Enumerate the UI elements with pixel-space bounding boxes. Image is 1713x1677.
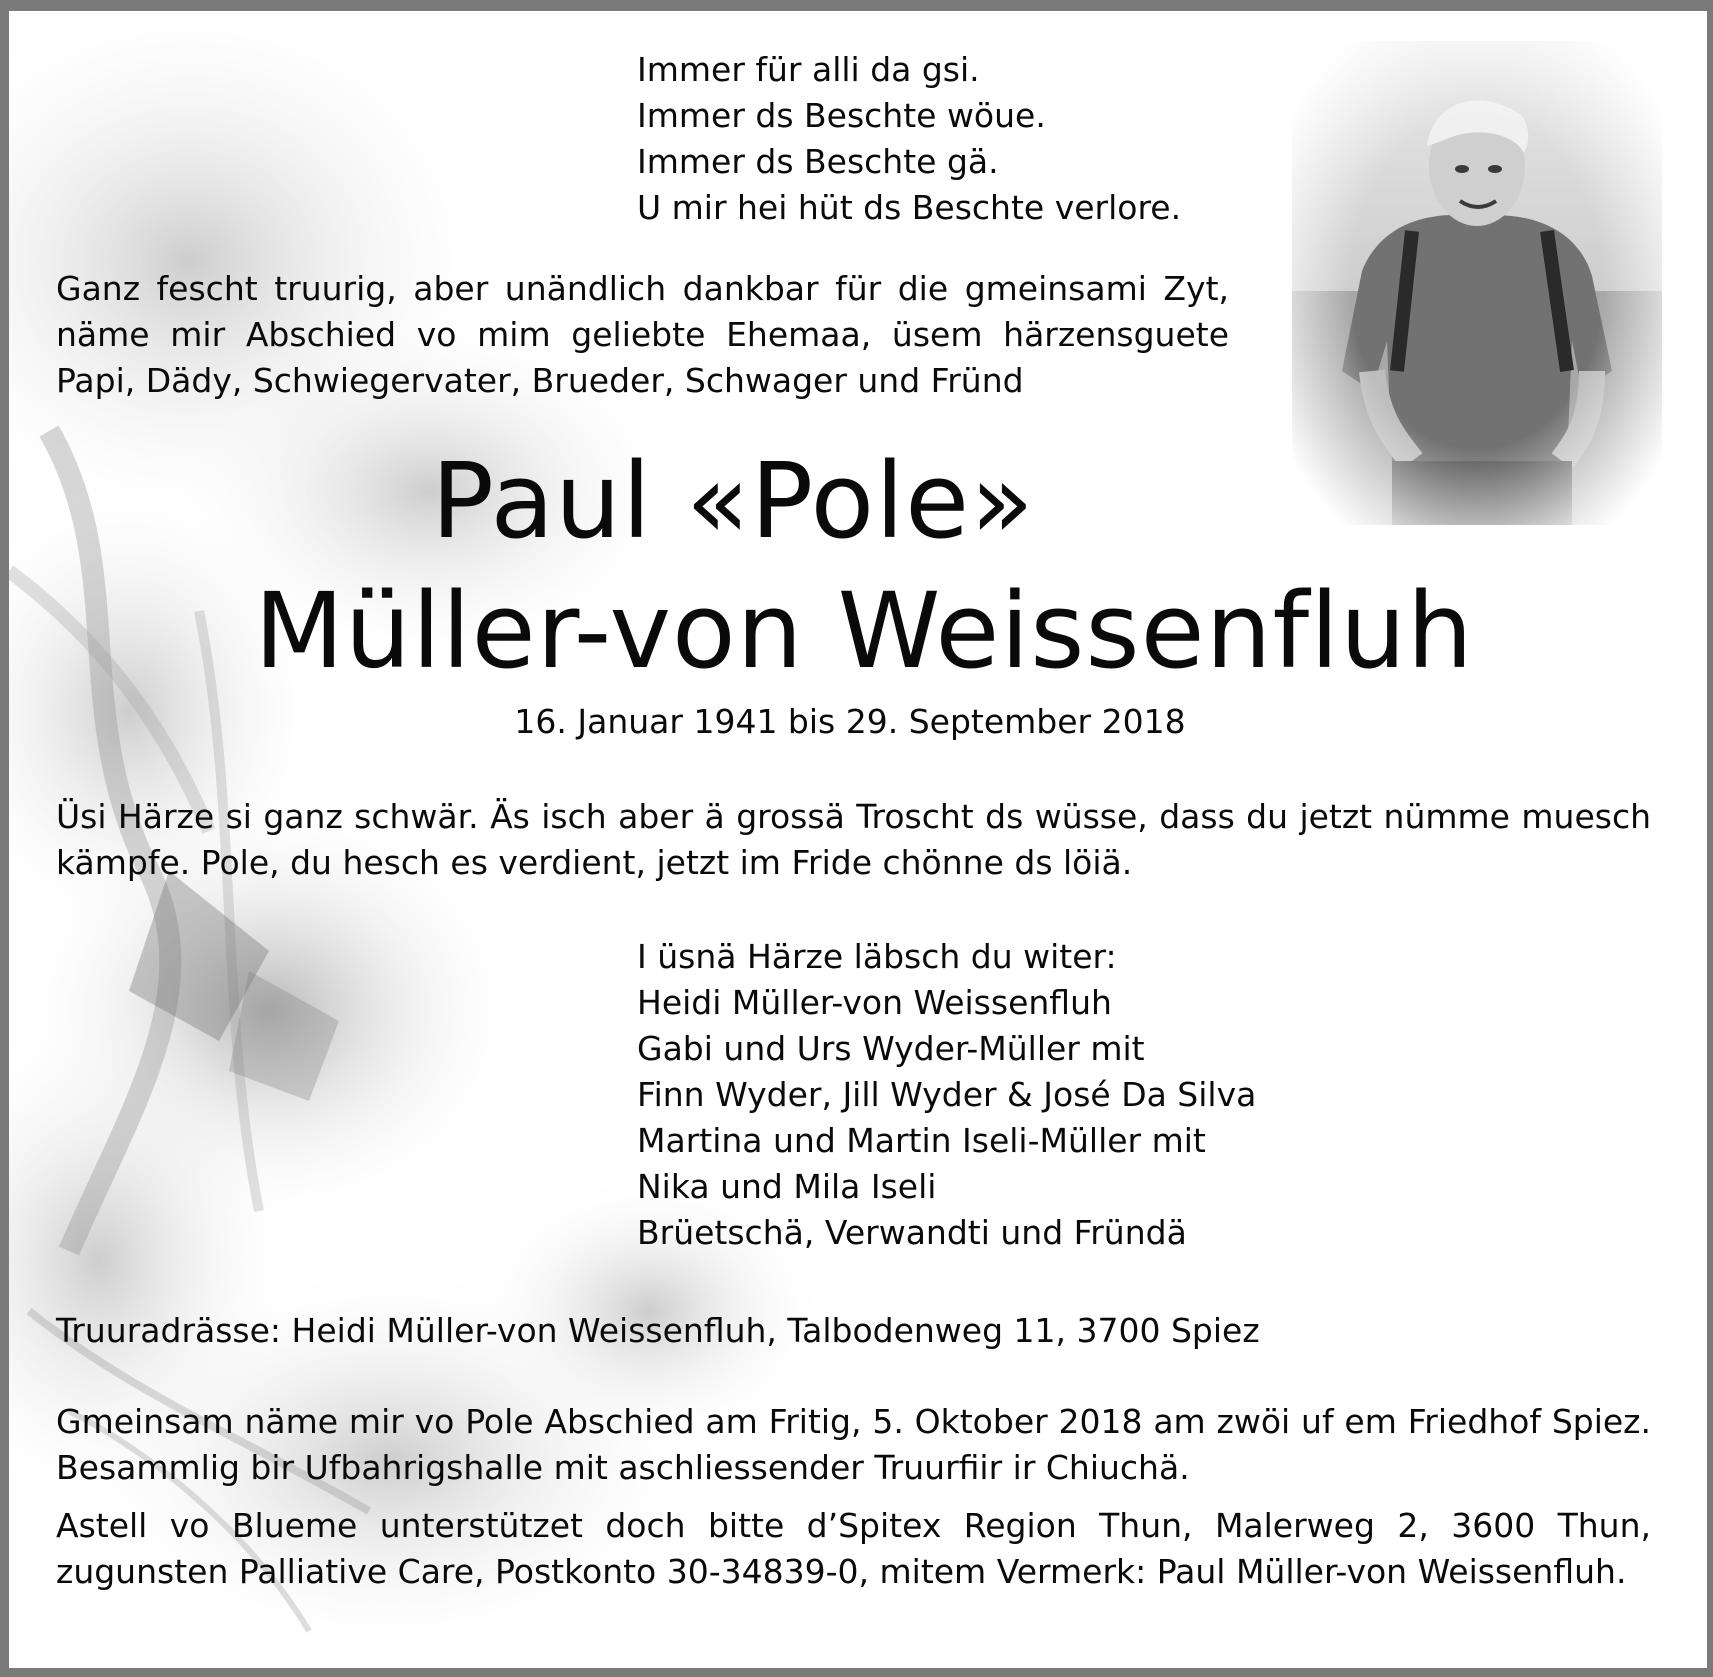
intro-paragraph: Ganz fescht truurig, aber unändlich dankbar für die gmeinsami Zyt, näme mir Abschied vo mim geliebte Ehemaa, üsem härzensguete Papi, Dädy, Schwiegervater, Brueder, Schwager und Fründ (56, 269, 1229, 400)
funeral-paragraph: Gmeinsam näme mir vo Pole Abschied am Fritig, 5. Oktober 2018 am zwöi uf em Friedhof Spiez. Besammlig bir Ufbahrigshalle mit aschliessender Truurfiir ir Chiuchä. (56, 1402, 1651, 1487)
message-paragraph: Üsi Härze si ganz schwär. Äs isch aber ä grossä Troscht ds wüsse, dass du jetzt nümme muesch kämpfe. Pole, du hesch es verdient, jetzt im Fride chönne ds löiä. (56, 797, 1651, 882)
family-member: Martina und Martin Iseli-Müller mit (637, 1121, 1206, 1160)
family-heading: I üsnä Härze läbsch du witer: (637, 937, 1117, 976)
family-list (637, 934, 1256, 1256)
poem-line: U mir hei hüt ds Beschte verlore. (637, 188, 1182, 227)
poem-line: Immer ds Beschte gä. (637, 142, 999, 181)
poem-line: Immer ds Beschte wöue. (637, 96, 1046, 135)
family-member: Nika und Mila Iseli (637, 1167, 937, 1206)
poem-line: Immer für alli da gsi. (637, 50, 980, 89)
poem-block (637, 47, 1181, 231)
family-member: Finn Wyder, Jill Wyder & José Da Silva (637, 1075, 1257, 1114)
deceased-name-line1: Paul «Pole» (431, 440, 1035, 562)
life-dates: 16. Januar 1941 bis 29. September 2018 (514, 702, 1186, 741)
deceased-name-line2: Müller-von Weissenfluh (254, 570, 1474, 692)
family-member: Heidi Müller-von Weissenfluh (637, 983, 1112, 1022)
mourning-address: Truuradrässe: Heidi Müller-von Weissenfluh, Talbodenweg 11, 3700 Spiez (56, 1311, 1260, 1350)
family-member: Brüetschä, Verwandti und Fründä (637, 1213, 1187, 1252)
donation-paragraph: Astell vo Blueme unterstützet doch bitte d’Spitex Region Thun, Malerweg 2, 3600 Thun, zugunsten Palliative Care, Postkonto 30-34839-0, mitem Vermerk: Paul Müller-von Weissenfluh. (56, 1506, 1651, 1591)
obituary-notice (9, 11, 1707, 1668)
family-member: Gabi und Urs Wyder-Müller mit (637, 1029, 1145, 1068)
